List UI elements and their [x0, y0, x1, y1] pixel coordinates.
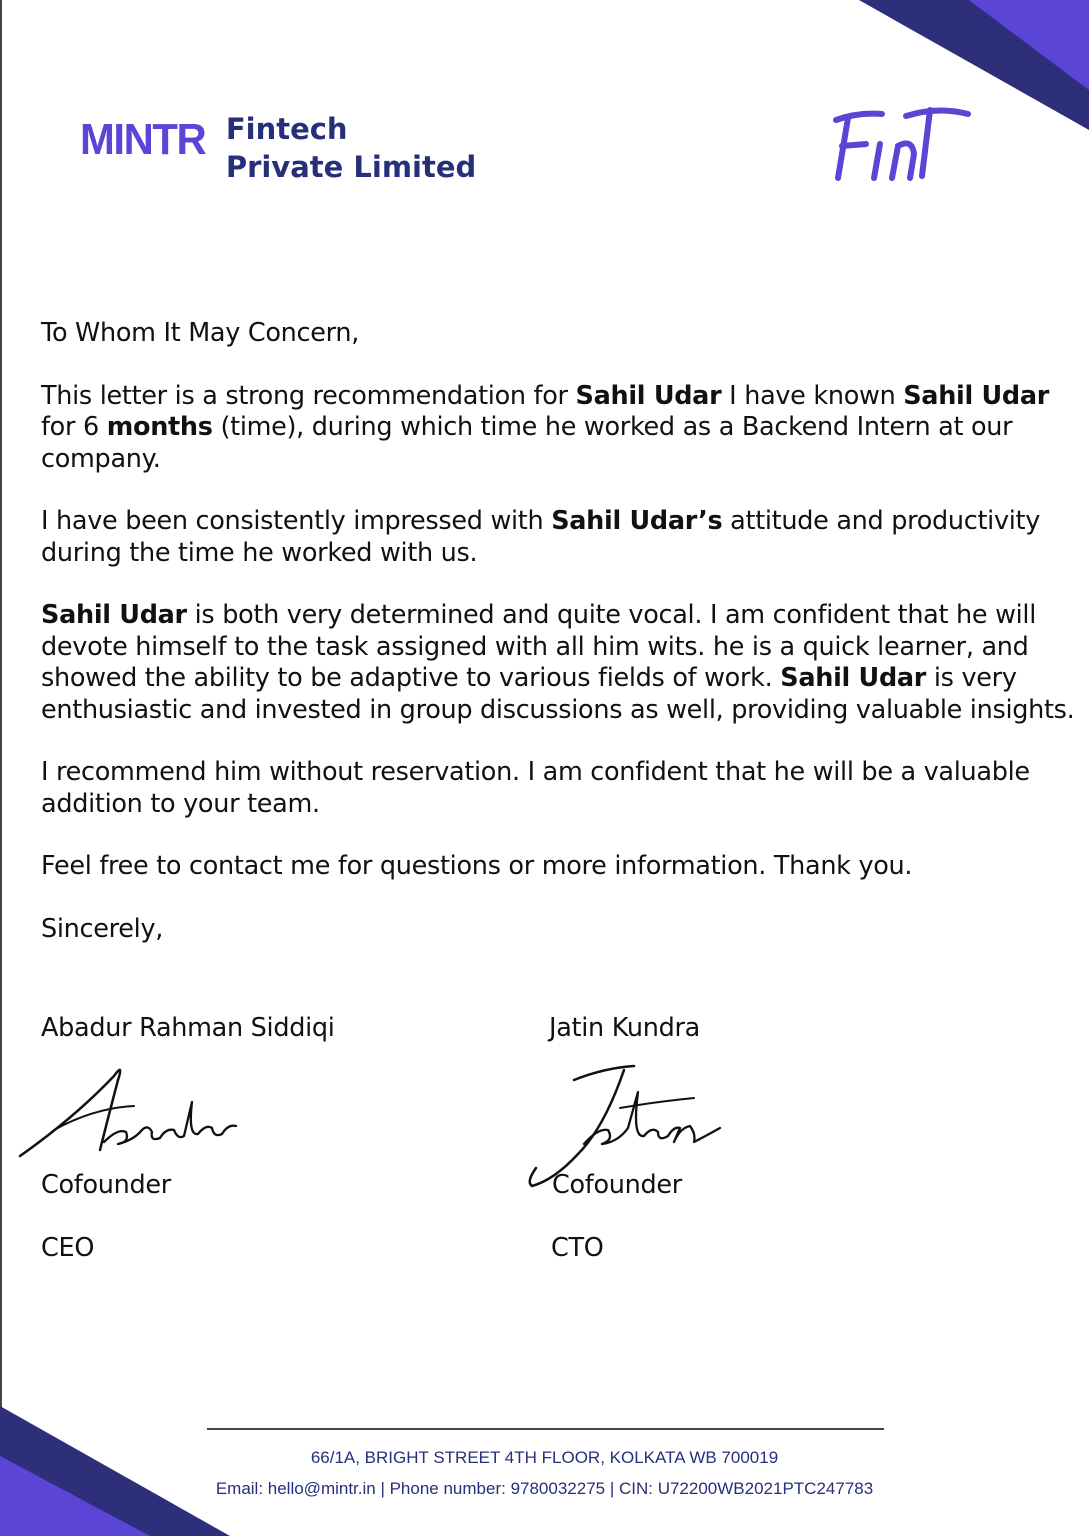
signer-2-role: Cofounder [552, 1170, 682, 1200]
footer-contact: Email: hello@mintr.in | Phone number: 9780032275 | CIN: U72200WB2021PTC247783 [215, 1479, 874, 1498]
company-name [226, 110, 476, 186]
signer-2-title: CTO [551, 1233, 604, 1263]
paragraph-introduction [41, 381, 1086, 476]
text-run: is very enthusiastic and invested in group discussions as well, providing valuable insights. [41, 663, 1075, 725]
footer-address: 66/1A, BRIGHT STREET 4TH FLOOR, KOLKATA WB 700019 [310, 1448, 779, 1467]
text-run: I have known [721, 380, 904, 411]
text-run: (time), during which time he worked as a Backend Intern at our company. [41, 412, 1013, 474]
paragraph-qualities [41, 600, 1086, 726]
salutation: To Whom It May Concern, [41, 318, 360, 348]
signer-1-name: Abadur Rahman Siddiqi [41, 1013, 335, 1043]
signer-2-name: Jatin Kundra [549, 1013, 700, 1043]
signer-1-title: CEO [41, 1233, 95, 1263]
text-run: This letter is a strong recommendation for [41, 380, 576, 411]
candidate-name: Sahil Udar [41, 600, 187, 630]
company-header [80, 110, 476, 186]
candidate-name: Sahil Udar [780, 663, 927, 693]
paragraph-impression [41, 506, 1086, 569]
text-run: I have been consistently impressed with [41, 506, 552, 536]
footer-divider [207, 1428, 884, 1430]
candidate-name: Sahil Udar [575, 380, 722, 411]
brand-wordmark: MINTR [80, 115, 206, 164]
company-name-line-2: Private Limited [225, 150, 477, 184]
signature-abadur [14, 1058, 246, 1168]
paragraph-recommendation: I recommend him without reservation. I am confident that he will be a valuable addition to your team. [41, 757, 1030, 819]
text-run: attitude and productivity during the time he worked with us. [41, 506, 1041, 568]
page-edge [0, 0, 2, 1536]
text-run: is both very determined and quite vocal. I am confident that he will devote himself to the task assigned with all him wits. he is a quick learner, and showed the ability to be adaptive to various fields of work. [41, 600, 1036, 693]
duration-unit: months [106, 412, 213, 442]
signer-1-role: Cofounder [41, 1170, 171, 1200]
candidate-name: Sahil Udar’s [551, 506, 723, 536]
candidate-name: Sahil Udar [903, 380, 1050, 411]
paragraph-contact: Feel free to contact me for questions or more information. Thank you. [41, 851, 913, 881]
text-run: for 6 [41, 412, 107, 442]
fint-logo [818, 98, 978, 188]
closing: Sincerely, [41, 913, 164, 944]
corner-decoration-bottom-left [0, 1406, 230, 1536]
letter-body [41, 318, 1086, 945]
company-name-line-1: Fintech [225, 112, 348, 146]
